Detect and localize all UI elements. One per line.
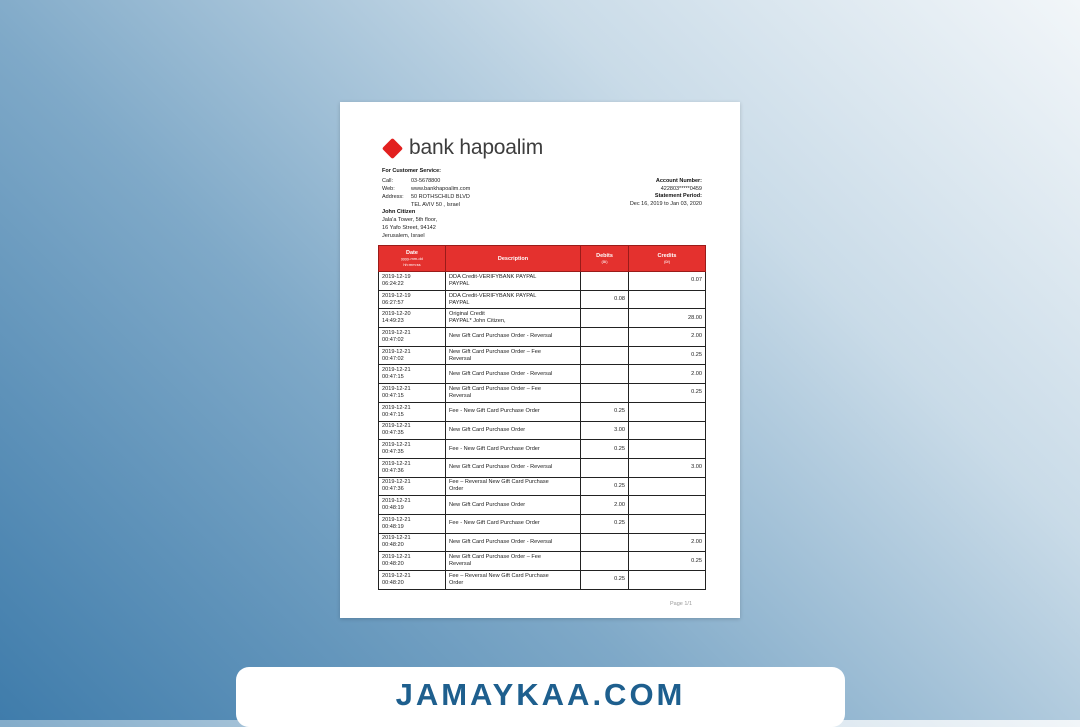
- credit-cell: 0.25: [629, 346, 706, 365]
- table-row: [379, 402, 706, 421]
- customer-address-line: Jerusalem, Israel: [382, 233, 425, 239]
- description-cell: [446, 365, 581, 384]
- description-line: Reversal: [449, 392, 472, 399]
- debit-cell: 0.08: [581, 290, 629, 309]
- debit-cell: [581, 272, 629, 291]
- description-line: Reversal: [449, 561, 472, 568]
- time-value: 00:48:20: [382, 542, 404, 549]
- time-value: 00:48:20: [382, 579, 404, 586]
- description-column-header: Description: [446, 246, 581, 272]
- credit-cell: 2.00: [629, 365, 706, 384]
- date-cell: [379, 571, 446, 590]
- description-line: Fee – Reversal New Gift Card Purchase: [449, 479, 549, 486]
- time-value: 00:47:36: [382, 467, 404, 474]
- credit-cell: [629, 440, 706, 459]
- page-number: Page 1/1: [670, 601, 693, 607]
- table-row: [379, 552, 706, 571]
- table-row: [379, 328, 706, 347]
- date-value: 2019-12-21: [382, 498, 411, 505]
- date-format-hint: yyyy-mm-dd: [401, 255, 423, 261]
- description-cell: [446, 440, 581, 459]
- credit-cell: 0.25: [629, 384, 706, 403]
- description-line: PAYPAL: [449, 280, 470, 287]
- customer-address-line: Jala'a Tower, 5th floor,: [382, 217, 438, 223]
- account-number-label: Account Number:: [655, 178, 702, 184]
- table-row: [379, 496, 706, 515]
- table-row: [379, 571, 706, 590]
- description-line: New Gift Card Purchase Order - Reversal: [449, 464, 553, 471]
- site-banner: [236, 667, 845, 727]
- table-row: [379, 514, 706, 533]
- credit-cell: 2.00: [629, 328, 706, 347]
- customer-service-row: [382, 193, 470, 201]
- credit-cell: 2.00: [629, 533, 706, 552]
- statement-page: [340, 102, 740, 618]
- description-line: Fee - New Gift Card Purchase Order: [449, 520, 540, 527]
- bank-logo-diamond-icon: [382, 137, 403, 158]
- date-cell: [379, 290, 446, 309]
- time-value: 00:47:02: [382, 336, 404, 343]
- credit-cell: [629, 477, 706, 496]
- description-cell: [446, 384, 581, 403]
- description-cell: [446, 346, 581, 365]
- date-cell: [379, 309, 446, 328]
- time-value: 06:24:22: [382, 280, 404, 287]
- debits-header-label: Debits: [596, 252, 613, 259]
- description-cell: [446, 514, 581, 533]
- customer-service-row: [382, 185, 470, 193]
- debit-cell: 0.25: [581, 477, 629, 496]
- table-row: [379, 533, 706, 552]
- debit-cell: [581, 365, 629, 384]
- bank-logo: [382, 135, 543, 161]
- table-row: [379, 477, 706, 496]
- description-line: Order: [449, 579, 464, 586]
- table-row: [379, 458, 706, 477]
- date-cell: [379, 346, 446, 365]
- description-line: New Gift Card Purchase Order – Fee: [449, 348, 542, 355]
- date-cell: [379, 496, 446, 515]
- date-value: 2019-12-21: [382, 442, 411, 449]
- credit-cell: [629, 402, 706, 421]
- customer-name: John Citizen: [382, 209, 416, 215]
- statement-period-label: Statement Period:: [654, 193, 702, 199]
- credit-cell: [629, 496, 706, 515]
- debit-cell: [581, 309, 629, 328]
- description-line: PAYPAL: [449, 299, 470, 306]
- credit-cell: 0.07: [629, 272, 706, 291]
- time-value: 00:47:35: [382, 430, 404, 437]
- debit-cell: 3.00: [581, 421, 629, 440]
- table-row: [379, 290, 706, 309]
- description-line: Reversal: [449, 355, 472, 362]
- table-row: [379, 346, 706, 365]
- date-header-label: Date: [406, 249, 418, 256]
- description-cell: [446, 272, 581, 291]
- description-line: PAYPAL* John Citizen,: [449, 318, 506, 325]
- time-format-hint: hh:mm:ss: [403, 261, 421, 267]
- time-value: 00:47:15: [382, 411, 404, 418]
- date-value: 2019-12-21: [382, 404, 411, 411]
- debit-cell: [581, 533, 629, 552]
- description-line: DDA Credit-VERIFYBANK PAYPAL: [449, 292, 537, 299]
- time-value: 00:47:35: [382, 449, 404, 456]
- description-line: DDA Credit-VERIFYBANK PAYPAL: [449, 273, 537, 280]
- description-line: New Gift Card Purchase Order: [449, 426, 526, 433]
- date-value: 2019-12-21: [382, 572, 411, 579]
- description-cell: [446, 552, 581, 571]
- credit-cell: 0.25: [629, 552, 706, 571]
- date-value: 2019-12-21: [382, 460, 411, 467]
- debit-cell: [581, 346, 629, 365]
- date-cell: [379, 514, 446, 533]
- debits-currency: (₪): [601, 258, 608, 264]
- debit-cell: 0.25: [581, 440, 629, 459]
- time-value: 00:47:02: [382, 355, 404, 362]
- date-cell: [379, 384, 446, 403]
- credits-header-label: Credits: [657, 252, 677, 259]
- credit-cell: [629, 514, 706, 533]
- description-cell: [446, 477, 581, 496]
- table-row: [379, 421, 706, 440]
- customer-address-block: [382, 208, 437, 240]
- credits-column-header: [629, 246, 706, 272]
- customer-service-details: [382, 177, 470, 209]
- debit-cell: 2.00: [581, 496, 629, 515]
- date-value: 2019-12-21: [382, 423, 411, 430]
- time-value: 00:47:36: [382, 486, 404, 493]
- date-cell: [379, 402, 446, 421]
- description-line: New Gift Card Purchase Order: [449, 501, 526, 508]
- debit-cell: [581, 384, 629, 403]
- account-number: 422803*****0459: [660, 185, 702, 192]
- date-cell: [379, 440, 446, 459]
- credits-currency: (₪): [663, 258, 671, 264]
- transactions-table: [378, 245, 706, 590]
- date-value: 2019-12-21: [382, 535, 411, 542]
- time-value: 00:48:19: [382, 523, 404, 530]
- description-line: New Gift Card Purchase Order – Fee: [449, 554, 542, 561]
- date-cell: [379, 533, 446, 552]
- customer-address-line: 16 Yafo Street, 94142: [382, 225, 436, 231]
- date-value: 2019-12-19: [382, 292, 411, 299]
- customer-service-label: Web:: [382, 186, 395, 192]
- table-row: [379, 309, 706, 328]
- bank-name: bank hapoalim: [409, 136, 543, 159]
- description-cell: [446, 533, 581, 552]
- description-line: New Gift Card Purchase Order – Fee: [449, 385, 542, 392]
- description-cell: [446, 402, 581, 421]
- time-value: 00:47:15: [382, 392, 404, 399]
- date-value: 2019-12-20: [382, 311, 411, 318]
- description-cell: [446, 290, 581, 309]
- time-value: 14:49:23: [382, 318, 404, 325]
- credit-cell: 3.00: [629, 458, 706, 477]
- description-line: Fee - New Gift Card Purchase Order: [449, 445, 540, 452]
- date-value: 2019-12-21: [382, 329, 411, 336]
- credit-cell: [629, 290, 706, 309]
- debit-cell: [581, 552, 629, 571]
- debit-cell: 0.25: [581, 402, 629, 421]
- customer-service-row: [382, 177, 470, 185]
- description-line: Original Credit: [449, 311, 485, 318]
- date-column-header: [379, 246, 446, 272]
- customer-service-title: For Customer Service:: [382, 168, 441, 174]
- date-value: 2019-12-21: [382, 516, 411, 523]
- debits-column-header: [581, 246, 629, 272]
- date-cell: [379, 421, 446, 440]
- debit-cell: 0.25: [581, 514, 629, 533]
- date-cell: [379, 328, 446, 347]
- credit-cell: 28.00: [629, 309, 706, 328]
- table-row: [379, 272, 706, 291]
- date-cell: [379, 272, 446, 291]
- description-line: New Gift Card Purchase Order - Reversal: [449, 333, 553, 340]
- site-banner-text: JAMAYKAA.COM: [395, 677, 686, 712]
- debit-cell: [581, 328, 629, 347]
- description-line: New Gift Card Purchase Order - Reversal: [449, 538, 553, 545]
- date-cell: [379, 365, 446, 384]
- description-cell: [446, 328, 581, 347]
- description-line: Fee – Reversal New Gift Card Purchase: [449, 572, 549, 579]
- description-cell: [446, 309, 581, 328]
- date-cell: [379, 477, 446, 496]
- customer-service-label: Call:: [382, 178, 394, 184]
- credit-cell: [629, 421, 706, 440]
- description-cell: [446, 458, 581, 477]
- table-row: [379, 384, 706, 403]
- table-header-row: [379, 246, 706, 272]
- customer-service-value: www.bankhapoalim.com: [411, 186, 471, 192]
- table-row: [379, 365, 706, 384]
- description-line: Fee - New Gift Card Purchase Order: [449, 408, 540, 415]
- credit-cell: [629, 571, 706, 590]
- time-value: 00:47:15: [382, 374, 404, 381]
- description-cell: [446, 571, 581, 590]
- time-value: 06:27:57: [382, 299, 404, 306]
- time-value: 00:48:19: [382, 505, 404, 512]
- date-value: 2019-12-21: [382, 367, 411, 374]
- date-value: 2019-12-21: [382, 554, 411, 561]
- customer-service-value: TEL AVIV 50 , Israel: [411, 202, 460, 208]
- debit-cell: 0.25: [581, 571, 629, 590]
- date-value: 2019-12-19: [382, 273, 411, 280]
- customer-service-label: Address:: [382, 194, 404, 200]
- date-value: 2019-12-21: [382, 479, 411, 486]
- time-value: 00:48:20: [382, 561, 404, 568]
- description-cell: [446, 421, 581, 440]
- debit-cell: [581, 458, 629, 477]
- date-value: 2019-12-21: [382, 348, 411, 355]
- account-info: [630, 178, 702, 208]
- description-cell: [446, 496, 581, 515]
- date-cell: [379, 552, 446, 571]
- date-value: 2019-12-21: [382, 385, 411, 392]
- date-cell: [379, 458, 446, 477]
- customer-service-value: 50 ROTHSCHILD BLVD: [411, 194, 470, 200]
- table-row: [379, 440, 706, 459]
- description-line: Order: [449, 486, 464, 493]
- customer-service-value: 03-5678800: [411, 178, 441, 184]
- description-line: New Gift Card Purchase Order - Reversal: [449, 370, 553, 377]
- statement-period: Dec 16, 2019 to Jan 03, 2020: [629, 200, 702, 207]
